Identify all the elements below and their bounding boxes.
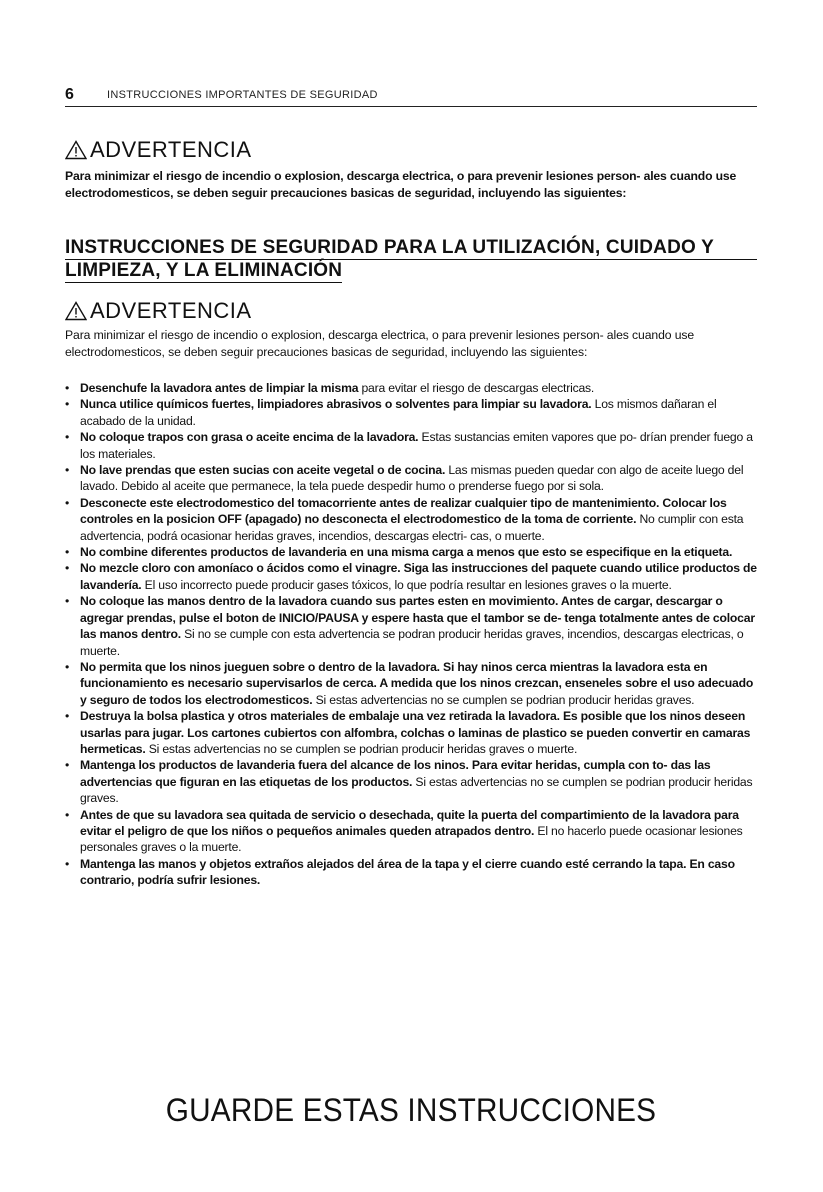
page-number: 6	[65, 86, 74, 103]
warning-title-second: ADVERTENCIA	[90, 298, 252, 323]
list-item: • Desconecte este electrodomestico del tomacorriente antes de realizar cualquier tipo de mantenimiento. Colocar los controles en la posicion OFF (apagado) no desconecta el electrodomestico de la toma de corriente. No cumplir con esta advertencia, podrá ocasionar heridas graves, incendios, descargas electri- cas, o muerte.	[65, 495, 760, 544]
page-header	[65, 86, 757, 107]
list-item: • Mantenga las manos y objetos extraños alejados del área de la tapa y el cierre cuando esté cerrando la tapa. En caso contrario, podría sufrir lesiones.	[65, 856, 760, 889]
list-item: • Desenchufe la lavadora antes de limpiar la misma para evitar el riesgo de descargas electricas.	[65, 380, 760, 396]
warning-text-top: Para minimizar el riesgo de incendio o explosion, descarga electrica, o para prevenir lesiones person- ales cuando use electrodomesticos, se deben seguir precauciones basicas de seguridad, incluyendo las siguientes:	[65, 169, 737, 200]
section-title	[65, 237, 757, 283]
list-item: • Antes de que su lavadora sea quitada de servicio o desechada, quite la puerta del compartimiento de la lavadora para evitar el peligro de que los niños o pequeños animales queden atrapados dentro. El no hacerlo puede ocasionar lesiones personales graves o la muerte.	[65, 807, 760, 856]
section-title-line2: LIMPIEZA, Y LA ELIMINACIÓN	[65, 260, 343, 281]
list-item: • Destruya la bolsa plastica y otros materiales de embalaje una vez retirada la lavadora. Es posible que los ninos deseen usarlas para jugar. Los cartones cubiertos con alfombra, colchas o laminas de plastico se pueden convertir en camaras hermeticas. Si estas advertencias no se cumplen se podrian producir heridas graves o muerte.	[65, 708, 760, 757]
warning-heading-top	[65, 137, 252, 163]
list-item: • No mezcle cloro con amoníaco o ácidos como el vinagre. Siga las instrucciones del paquete cuando utilice productos de lavandería. El uso incorrecto puede producir gases tóxicos, lo que podría resultar en lesiones graves o la muerte.	[65, 560, 760, 593]
warning-title-top: ADVERTENCIA	[90, 137, 252, 162]
footer-title: GUARDE ESTAS INSTRUCCIONES	[165, 1092, 657, 1128]
warning-text-second: Para minimizar el riesgo de incendio o explosion, descarga electrica, o para prevenir lesiones person- ales cuando use electrodomesticos, se deben seguir precauciones basicas de seguridad, incluyendo las siguientes:	[65, 328, 695, 359]
list-item: • No combine diferentes productos de lavanderia en una misma carga a menos que esto se especifique en la etiqueta.	[65, 544, 760, 560]
list-item: • Nunca utilice químicos fuertes, limpiadores abrasivos o solventes para limpiar su lavadora. Los mismos dañaran el acabado de la unidad.	[65, 396, 760, 429]
list-item: • No coloque trapos con grasa o aceite encima de la lavadora. Estas sustancias emiten vapores que po- drían prender fuego a los materiales.	[65, 429, 760, 462]
warning-triangle-icon	[65, 140, 87, 160]
list-item: • No lave prendas que esten sucias con aceite vegetal o de cocina. Las mismas pueden quedar con algo de aceite luego del lavado. Debido al aceite que permanece, la tela puede despedir humo o prenderse fuego por si sola.	[65, 462, 760, 495]
header-title: INSTRUCCIONES IMPORTANTES DE SEGURIDAD	[107, 89, 378, 101]
section-title-line1: INSTRUCCIONES DE SEGURIDAD PARA LA UTILIZACIÓN, CUIDADO Y	[65, 237, 757, 260]
list-item: • Mantenga los productos de lavanderia fuera del alcance de los ninos. Para evitar heridas, cumpla con to- das las advertencias que figuran en las etiquetas de los productos. Si estas advertencias no se cumplen se podrian producir heridas graves.	[65, 757, 760, 806]
warning-triangle-icon	[65, 301, 87, 321]
safety-bullet-list	[65, 380, 760, 889]
list-item: • No permita que los ninos jueguen sobre o dentro de la lavadora. Si hay ninos cerca mientras la lavadora esta en funcionamiento es necesario supervisarlos de cerca. A medida que los ninos crezcan, enseneles sobre el uso adecuado y seguro de todos los electrodomesticos. Si estas advertencias no se cumplen se podrian producir heridas graves.	[65, 659, 760, 708]
list-item: • No coloque las manos dentro de la lavadora cuando sus partes esten en movimiento. Antes de cargar, descargar o agregar prendas, pulse el boton de INICIO/PAUSA y espere hasta que el tambor se de- tenga totalmente antes de colocar las manos dentro. Si no se cumple con esta advertencia se podran producir heridas graves, incendios, descargas electricas, o muerte.	[65, 593, 760, 659]
warning-heading-second	[65, 298, 252, 324]
